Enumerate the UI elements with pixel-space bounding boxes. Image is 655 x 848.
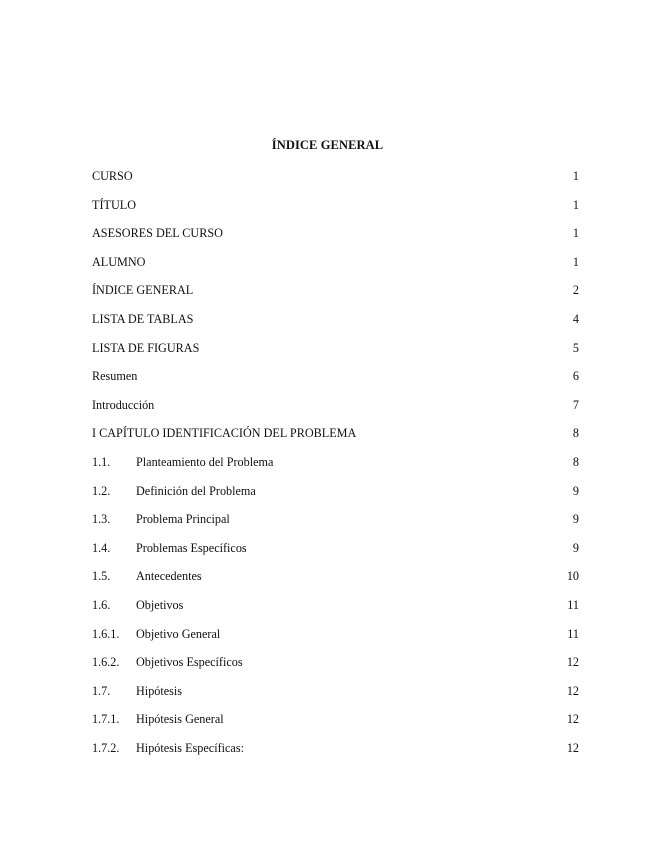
toc-entry-title: Objetivos Específicos [136,655,243,670]
toc-entry[interactable] [92,511,579,540]
toc-entry-title: Antecedentes [136,569,202,584]
toc-entry[interactable] [92,626,579,655]
toc-entry-page-number: 7 [572,397,579,412]
toc-entry-title: Objetivos [136,597,184,612]
toc-entry[interactable] [92,454,579,483]
toc-entry-title: LISTA DE TABLAS [92,311,194,326]
toc-entry[interactable] [92,740,579,769]
toc-entry-page-number: 8 [572,426,579,441]
toc-entry[interactable] [92,397,579,426]
toc-entry-title: Problema Principal [136,512,230,527]
toc-entry-page-number: 1 [572,254,579,269]
toc-entry-page-number: 11 [567,597,579,612]
toc-entry-page-number: 5 [572,340,579,355]
toc-entry-number: 1.7.2. [92,740,120,755]
toc-entry[interactable] [92,311,579,340]
toc-entry-page-number: 9 [572,483,579,498]
toc-entry-title: LISTA DE FIGURAS [92,340,200,355]
toc-entry-page-number: 2 [572,283,579,298]
toc-entry-page-number: 1 [572,169,579,183]
page-title: ÍNDICE GENERAL [271,138,384,152]
toc-entry-page-number: 12 [566,655,579,670]
toc-entry-page-number: 11 [567,626,579,641]
toc-entry[interactable] [92,540,579,569]
toc-entry-page-number: 12 [566,712,579,727]
toc-entry[interactable] [92,340,579,369]
toc-entry-page-number: 12 [566,683,579,698]
toc-entry-page-number: 8 [572,454,579,469]
toc-entry-title: I CAPÍTULO IDENTIFICACIÓN DEL PROBLEMA [92,426,357,441]
toc-entry-title: ÍNDICE GENERAL [92,283,194,298]
table-of-contents [92,168,579,768]
toc-entry-page-number: 9 [572,540,579,555]
toc-entry-title: Introducción [92,397,155,412]
toc-entry-title: TÍTULO [92,197,136,212]
toc-entry-title: Planteamiento del Problema [136,454,274,469]
toc-entry-page-number: 10 [566,569,579,584]
toc-entry-title: Hipótesis [136,683,183,698]
toc-entry-title: CURSO [92,169,133,183]
toc-entry-title: Objetivo General [136,626,221,641]
toc-entry-title: ALUMNO [92,254,146,269]
toc-entry[interactable] [92,683,579,712]
toc-entry-title: Hipótesis Específicas: [136,740,244,755]
toc-entry-page-number: 9 [572,512,579,527]
toc-entry-title: Resumen [92,369,138,384]
toc-entry-page-number: 4 [572,311,579,326]
toc-entry[interactable] [92,568,579,597]
toc-entry-number: 1.5. [92,569,111,584]
toc-entry[interactable] [92,254,579,283]
toc-entry-title: Problemas Específicos [136,540,247,555]
toc-entry[interactable] [92,282,579,311]
toc-entry[interactable] [92,425,579,454]
toc-entry-page-number: 6 [572,369,579,384]
toc-entry-number: 1.6.1. [92,626,120,641]
toc-entry-page-number: 1 [572,226,579,241]
toc-entry-number: 1.7. [92,683,111,698]
toc-entry-number: 1.7.1. [92,712,120,727]
toc-entry[interactable] [92,168,579,197]
toc-entry-number: 1.2. [92,483,111,498]
toc-entry-number: 1.3. [92,512,111,527]
toc-entry[interactable] [92,597,579,626]
toc-entry-page-number: 12 [566,740,579,755]
toc-entry[interactable] [92,197,579,226]
toc-entry-number: 1.6. [92,597,111,612]
toc-entry-title: ASESORES DEL CURSO [92,226,223,241]
toc-entry[interactable] [92,368,579,397]
toc-entry-page-number: 1 [572,197,579,212]
toc-entry-number: 1.6.2. [92,655,120,670]
toc-entry[interactable] [92,711,579,740]
toc-entry-number: 1.4. [92,540,111,555]
toc-entry-title: Hipótesis General [136,712,224,727]
toc-entry[interactable] [92,654,579,683]
toc-entry-title: Definición del Problema [136,483,256,498]
toc-entry[interactable] [92,483,579,512]
toc-entry-number: 1.1. [92,454,111,469]
toc-entry[interactable] [92,225,579,254]
